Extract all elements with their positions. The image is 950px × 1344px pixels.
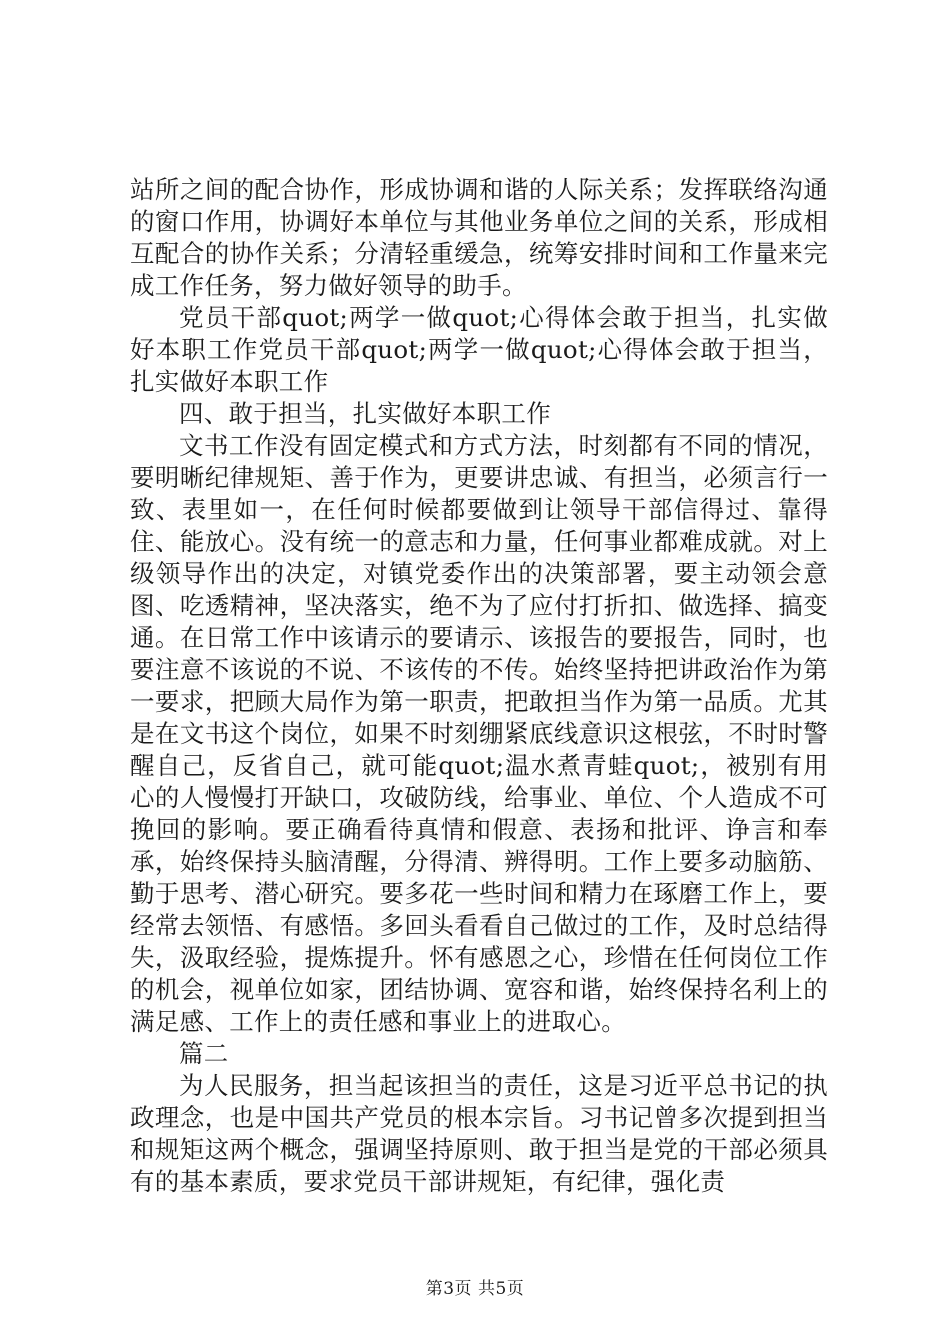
page-number-footer: 第3页 共5页 xyxy=(425,1279,525,1299)
section-label-part-two: 篇二 xyxy=(179,1039,229,1068)
paragraph-title-repeat: 党员干部quot;两学一做quot;心得体会敢于担当，扎实做好本职工作党员干部quot;两学一做quot;心得体会敢于担当，扎实做好本职工作 xyxy=(130,303,828,396)
paragraph-main: 文书工作没有固定模式和方式方法，时刻都有不同的情况，要明晰纪律规矩、善于作为，更要讲忠诚、有担当，必须言行一致、表里如一，在任何时候都要做到让领导干部信得过、靠得住、能放心。没有统一的意志和力量，任何事业都难成就。对上级领导作出的决定，对镇党委作出的决策部署，要主动领会意图、吃透精神，坚决落实，绝不为了应付打折扣、做选择、搞变通。在日常工作中该请示的要请示、该报告的要报告，同时，也要注意不该说的不说、不该传的不传。始终坚持把讲政治作为第一要求，把顾大局作为第一职责，把敢担当作为第一品质。尤其是在文书这个岗位，如果不时刻绷紧底线意识这根弦，不时时警醒自己，反省自己，就可能quot;温水煮青蛙quot;，被别有用心的人慢慢打开缺口，攻破防线，给事业、单位、个人造成不可挽回的影响。要正确看待真情和假意、表扬和批评、诤言和奉承，始终保持头脑清醒，分得清、辨得明。工作上要多动脑筋、勤于思考、潜心研究。要多花一些时间和精力在琢磨工作上，要经常去领悟、有感悟。多回头看看自己做过的工作，及时总结得失，汲取经验，提炼提升。怀有感恩之心，珍惜在任何岗位工作的机会，视单位如家，团结协调、宽容和谐，始终保持名利上的满足感、工作上的责任感和事业上的进取心。 xyxy=(130,431,828,1036)
paragraph-continuation: 站所之间的配合协作，形成协调和谐的人际关系；发挥联络沟通的窗口作用，协调好本单位与其他业务单位之间的关系，形成相互配合的协作关系；分清轻重缓急，统筹安排时间和工作量来完成工作任务，努力做好领导的助手。 xyxy=(130,175,828,300)
section-heading: 四、敢于担当，扎实做好本职工作 xyxy=(179,399,551,428)
document-body xyxy=(130,174,828,1198)
paragraph-part-two: 为人民服务，担当起该担当的责任，这是习近平总书记的执政理念，也是中国共产党员的根本宗旨。习书记曾多次提到担当和规矩这两个概念，强调坚持原则、敢于担当是党的干部必须具有的基本素质，要求党员干部讲规矩，有纪律，强化责 xyxy=(130,1071,828,1196)
